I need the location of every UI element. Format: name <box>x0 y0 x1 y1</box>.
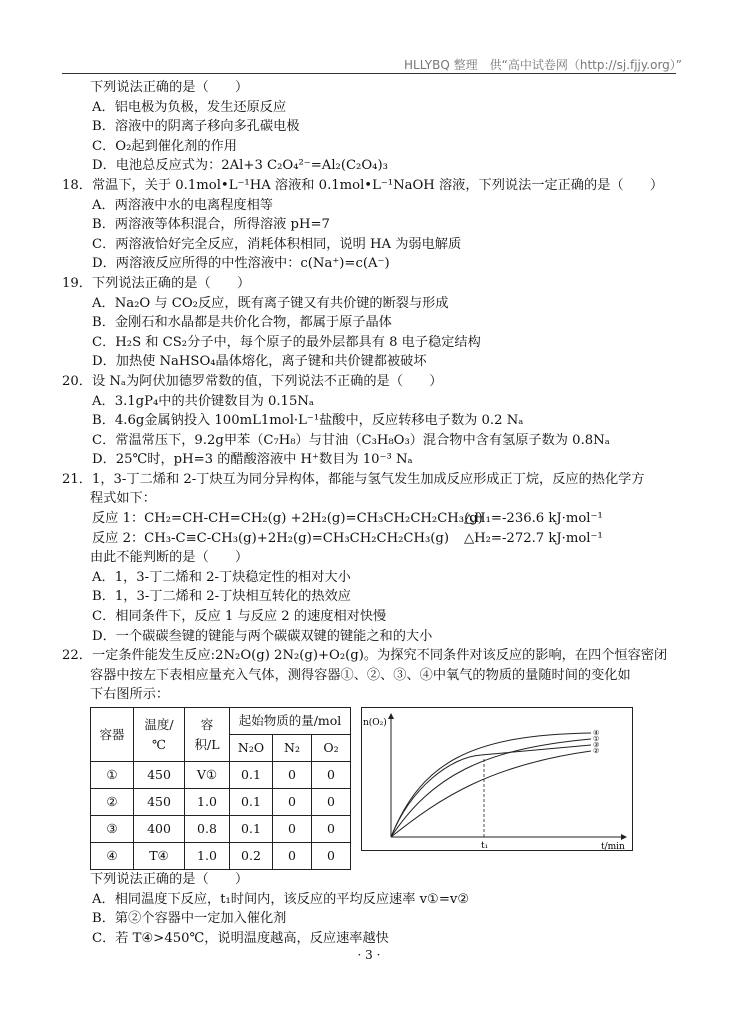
table-cell: 0 <box>273 816 312 843</box>
reaction-1-enthalpy: △H₁=-236.6 kJ·mol⁻¹ <box>464 511 603 527</box>
curve-4-label: ④ <box>593 729 600 737</box>
q21-option-a: A．1，3-丁二烯和 2-丁炔稳定性的相对大小 <box>92 569 351 585</box>
reaction-2-enthalpy: △H₂=-272.7 kJ·mol⁻¹ <box>464 530 603 546</box>
q22-stem-3: 下右图所示： <box>90 687 170 703</box>
table-cell: 450 <box>134 762 185 789</box>
table-cell: 0 <box>312 843 351 870</box>
x-axis-label: t/min <box>601 842 625 851</box>
th-n2: N₂ <box>273 735 312 762</box>
q18-option-c: C．两溶液恰好完全反应，消耗体积相同，说明 HA 为弱电解质 <box>92 236 462 252</box>
o2-time-graph <box>361 707 633 851</box>
table-cell: ① <box>91 762 134 789</box>
q19-option-b: B．金刚石和水晶都是共价化合物，都属于原子晶体 <box>92 315 392 331</box>
reaction-1-equation: 反应 1：CH₂=CH-CH=CH₂(g) +2H₂(g)=CH₃CH₂CH₂CH₃(g) <box>92 511 483 527</box>
q19-stem: 19．下列说法正确的是（ ） <box>62 275 251 291</box>
table-cell: 450 <box>134 789 185 816</box>
exam-content <box>62 78 682 948</box>
table-cell: 1.0 <box>185 789 230 816</box>
q21-reaction-1 <box>62 509 682 529</box>
q18-stem: 18．常温下，关于 0.1mol•L⁻¹HA 溶液和 0.1mol•L⁻¹NaOH 溶液，下列说法一定正确的是（ ） <box>62 177 664 193</box>
q18-option-a: A．两溶液中水的电离程度相等 <box>92 197 273 213</box>
table-cell: 0 <box>312 816 351 843</box>
table-row <box>91 816 351 843</box>
table-cell: 1.0 <box>185 843 230 870</box>
q22-stem-4: 下列说法正确的是（ ） <box>90 872 249 887</box>
table-cell: 0 <box>312 762 351 789</box>
table-row <box>91 843 351 870</box>
x-axis-arrow <box>621 834 627 840</box>
th-n2o: N₂O <box>230 735 273 762</box>
table-cell: 0.1 <box>230 789 273 816</box>
q22-option-c: C．若 T④>450℃，说明温度越高，反应速率越快 <box>92 930 389 946</box>
curve-2-label: ② <box>593 747 600 755</box>
q22-data-table <box>90 707 351 870</box>
th-volume: 容积/L <box>185 708 230 762</box>
t1-tick-label: t₁ <box>481 841 489 851</box>
y-axis-arrow <box>388 713 394 719</box>
table-cell: 0.8 <box>185 816 230 843</box>
th-container: 容器 <box>91 708 134 762</box>
q22-option-b: B．第②个容器中一定加入催化剂 <box>92 911 287 927</box>
q17-option-d: D．电池总反应式为：2Al+3 C₂O₄²⁻=Al₂(C₂O₄)₃ <box>92 158 388 174</box>
q21-stem-3: 由此不能判断的是（ ） <box>90 550 249 566</box>
table-row <box>91 762 351 789</box>
page-number: · 3 · <box>357 948 381 962</box>
header-rule <box>62 73 676 74</box>
table-cell: 0.1 <box>230 762 273 789</box>
q20-option-a: A．3.1gP₄中的共价键数目为 0.15Nₐ <box>92 393 314 409</box>
q17-option-b: B．溶液中的阴离子移向多孔碳电极 <box>92 119 300 135</box>
table-cell: ④ <box>91 843 134 870</box>
table-cell: T④ <box>134 843 185 870</box>
curve-1-label: ① <box>593 735 600 743</box>
q18-option-b: B．两溶液等体积混合，所得溶液 pH=7 <box>92 217 330 233</box>
th-initial-amount: 起始物质的量/mol <box>230 708 351 735</box>
y-axis-label: n(O₂) <box>363 718 387 728</box>
table-cell: 0.2 <box>230 843 273 870</box>
q21-stem-2: 程式如下： <box>90 491 156 507</box>
q20-option-c: C．常温常压下，9.2g甲苯（C₇H₈）与甘油（C₃H₈O₃）混合物中含有氢原子数为 0.8Nₐ <box>92 432 610 448</box>
curve-4 <box>391 733 591 837</box>
table-cell: ③ <box>91 816 134 843</box>
q21-option-c: C．相同条件下，反应 1 与反应 2 的速度相对快慢 <box>92 609 387 625</box>
curve-3-label: ③ <box>593 741 600 749</box>
q21-reaction-2 <box>62 529 682 549</box>
table-row <box>91 789 351 816</box>
table-cell: 400 <box>134 816 185 843</box>
q19-option-c: C．H₂S 和 CS₂分子中，每个原子的最外层都具有 8 电子稳定结构 <box>92 334 481 350</box>
reaction-2-equation: 反应 2：CH₃-C≡C-CH₃(g)+2H₂(g)=CH₃CH₂CH₂CH₃(g) <box>92 530 450 546</box>
q19-option-a: A．Na₂O 与 CO₂反应，既有离子键又有共价键的断裂与形成 <box>92 295 449 311</box>
q21-option-d: D．一个碳碳叁键的键能与两个碳碳双键的键能之和的大小 <box>92 628 433 644</box>
q17-stem: 下列说法正确的是（ ） <box>90 80 249 95</box>
q20-option-b: B．4.6g金属钠投入 100mL1mol·L⁻¹盐酸中，反应转移电子数为 0.2 Nₐ <box>92 413 524 429</box>
table-cell: 0.1 <box>230 816 273 843</box>
graph-frame <box>362 708 633 851</box>
page-header: HLLYBQ 整理 供“高中试卷网（http://sj.fjjy.org）” <box>404 58 682 72</box>
q17-option-c: C．O₂起到催化剂的作用 <box>92 138 237 154</box>
q20-option-d: D．25℃时，pH=3 的醋酸溶液中 H⁺数目为 10⁻³ Nₐ <box>92 452 413 468</box>
q22-stem-2: 容器中按左下表相应量充入气体，测得容器①、②、③、④中氧气的物质的量随时间的变化如 <box>90 667 631 683</box>
q19-option-d: D．加热使 NaHSO₄晶体熔化，离子键和共价键都被破坏 <box>92 354 427 370</box>
q22-option-a: A．相同温度下反应，t₁时间内，该反应的平均反应速率 v①=v② <box>92 891 470 907</box>
table-cell: 0 <box>273 789 312 816</box>
th-o2: O₂ <box>312 735 351 762</box>
table-cell: 0 <box>273 843 312 870</box>
th-temperature: 温度/℃ <box>134 708 185 762</box>
q22-figure-row <box>90 707 682 870</box>
table-cell: ② <box>91 789 134 816</box>
table-cell: 0 <box>312 789 351 816</box>
q17-option-a: A．铝电极为负极，发生还原反应 <box>92 99 287 115</box>
q22-stem-1: 22．一定条件能发生反应:2N₂O(g) 2N₂(g)+O₂(g)。为探究不同条件对该反应的影响，在四个恒容密闭 <box>62 648 668 664</box>
table-cell: 0 <box>273 762 312 789</box>
q21-option-b: B．1，3-丁二烯和 2-丁炔相互转化的热效应 <box>92 589 351 605</box>
q18-option-d: D．两溶液反应所得的中性溶液中：c(Na⁺)=c(A⁻) <box>92 256 390 272</box>
q21-stem-1: 21．1，3-丁二烯和 2-丁炔互为同分异构体，都能与氢气发生加成反应形成正丁烷，反应的热化学方 <box>62 471 645 487</box>
table-cell: V① <box>185 762 230 789</box>
q20-stem: 20．设 Nₐ为阿伏加德罗常数的值，下列说法不正确的是（ ） <box>62 373 443 389</box>
curve-2 <box>391 751 591 837</box>
